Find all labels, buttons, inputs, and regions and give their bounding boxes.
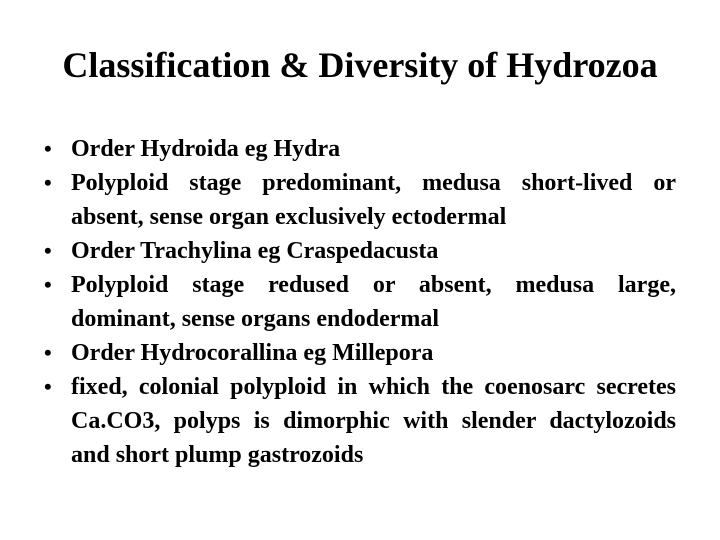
bullet-icon: •: [44, 170, 52, 195]
bullet-item: [44, 370, 676, 472]
bullet-icon: •: [44, 374, 52, 399]
bullet-item: [44, 268, 676, 336]
bullet-text: Order Trachylina eg Craspedacusta: [71, 238, 439, 264]
bullet-text: Polyploid stage predominant, medusa short-lived or absent, sense organ exclusively ectodermal: [71, 170, 676, 230]
bullet-list: [44, 132, 676, 472]
bullet-text: Polyploid stage redused or absent, medusa large, dominant, sense organs endodermal: [71, 272, 676, 332]
bullet-icon: •: [44, 272, 52, 297]
bullet-text: Order Hydrocorallina eg Millepora: [71, 340, 434, 366]
bullet-icon: •: [44, 136, 52, 161]
slide-title: Classification & Diversity of Hydrozoa: [62, 45, 658, 85]
bullet-text: Order Hydroida eg Hydra: [71, 136, 341, 162]
bullet-item: [44, 166, 676, 234]
bullet-item: [44, 336, 676, 370]
bullet-text: fixed, colonial polyploid in which the coenosarc secretes Ca.CO3, polyps is dimorphic with slender dactylozoids and short plump gastrozoids: [71, 374, 676, 468]
bullet-item: [44, 132, 676, 166]
bullet-icon: •: [44, 340, 52, 365]
bullet-item: [44, 234, 676, 268]
bullet-icon: •: [44, 238, 52, 263]
